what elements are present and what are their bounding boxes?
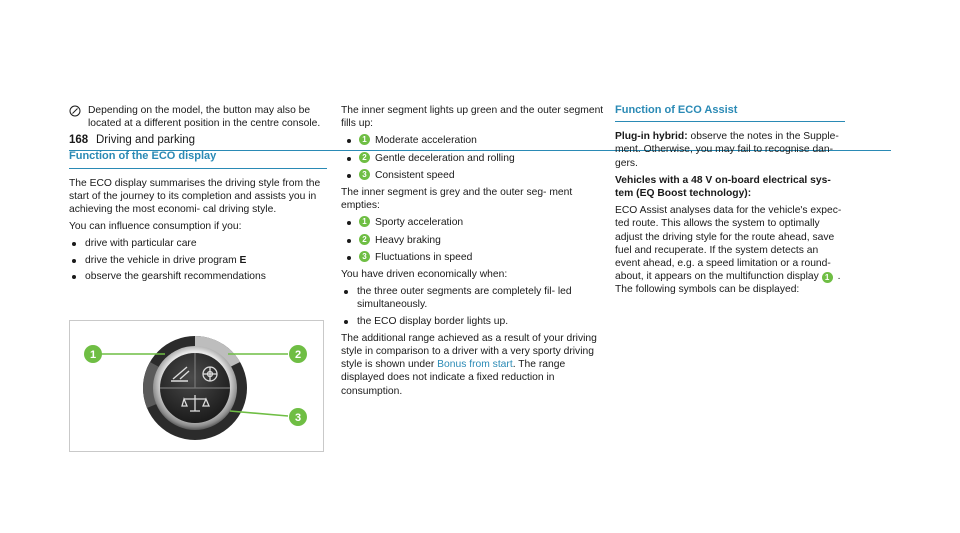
list-item: the three outer segments are completely fil- led simultaneously.: [341, 285, 606, 311]
svg-text:2: 2: [294, 349, 302, 361]
list-item: drive the vehicle in drive program E: [69, 254, 327, 267]
hybrid-label: Plug-in hybrid:: [615, 131, 688, 143]
column-2: [341, 104, 606, 402]
drive-program-e: E: [239, 254, 247, 266]
section-title: Driving and parking: [96, 134, 196, 146]
list-item: 2 Gentle deceleration and rolling: [341, 152, 606, 165]
green-intro: The inner segment lights up green and the outer segment fills up:: [341, 105, 604, 130]
list-item: drive with particular care: [69, 237, 327, 250]
economy-intro: You have driven economically when:: [341, 269, 508, 281]
number-badge: 2: [359, 152, 370, 163]
eco-assist-para: ECO Assist analyses data for the vehicle's expec- ted route. This allows the system to optimally adjust the driving style for the route ahead, save fuel and recuperate. If the system detects an event ahead, e.g. a speed limitation or a round- about, it appears on the multifunction display 1 . The following symbols can be displayed:: [615, 205, 842, 296]
vehicles-heading: Vehicles with a 48 V on-board electrical sys- tem (EQ Boost technology):: [615, 174, 831, 200]
callout-1: [84, 345, 102, 363]
number-badge: 1: [359, 134, 370, 145]
number-badge: 2: [359, 234, 370, 245]
callout-2: [289, 345, 307, 363]
info-icon: [69, 105, 81, 117]
number-badge: 3: [359, 169, 370, 180]
callout-3: [289, 408, 307, 426]
column-1: [69, 104, 327, 287]
brake-icon: [203, 367, 217, 381]
eco-display-illustration: [70, 321, 323, 451]
eco-assist-heading: Function of ECO Assist: [615, 104, 845, 122]
eco-display-figure: [69, 320, 324, 452]
svg-text:1: 1: [89, 349, 97, 361]
eco-display-para: The ECO display summarises the driving style from the start of the journey to its completion and assists you in achieving the most economi- cal driving style.: [69, 177, 321, 216]
column-3: [615, 104, 845, 301]
list-item: 1 Sporty acceleration: [341, 216, 606, 229]
list-item: 2 Heavy braking: [341, 234, 606, 247]
grey-intro: The inner segment is grey and the outer seg- ment empties:: [341, 187, 573, 212]
number-badge: 1: [359, 216, 370, 227]
svg-text:3: 3: [294, 412, 302, 424]
list-item: 1 Moderate acceleration: [341, 134, 606, 147]
eco-display-heading: Function of the ECO display: [69, 150, 327, 168]
economy-list: [341, 285, 606, 328]
list-item: the ECO display border lights up.: [341, 315, 606, 328]
list-item: 3 Fluctuations in speed: [341, 251, 606, 264]
grey-list: [341, 216, 606, 264]
bonus-from-start-link[interactable]: Bonus from start: [437, 359, 513, 371]
page-number: 168: [69, 134, 89, 146]
note-block: [69, 104, 327, 130]
number-badge: 1: [822, 272, 833, 283]
list-item: 3 Consistent speed: [341, 169, 606, 182]
green-list: [341, 134, 606, 182]
hybrid-para: Plug-in hybrid: observe the notes in the Supple- ment. Otherwise, you may fail to recognise dan- gers.: [615, 131, 839, 169]
number-badge: 3: [359, 251, 370, 262]
list-item: observe the gearshift recommendations: [69, 270, 327, 283]
range-para: The additional range achieved as a result of your driving style in comparison to a driver with a very sporty driving style is shown under Bonus from start. The range displayed does not indicate a fixed reduction in consumption.: [341, 332, 597, 397]
consumption-para: You can influence consumption if you:: [69, 221, 242, 233]
consumption-list: [69, 237, 327, 283]
note-text: Depending on the model, the button may also be located at a different position in the centre console.: [88, 105, 321, 130]
